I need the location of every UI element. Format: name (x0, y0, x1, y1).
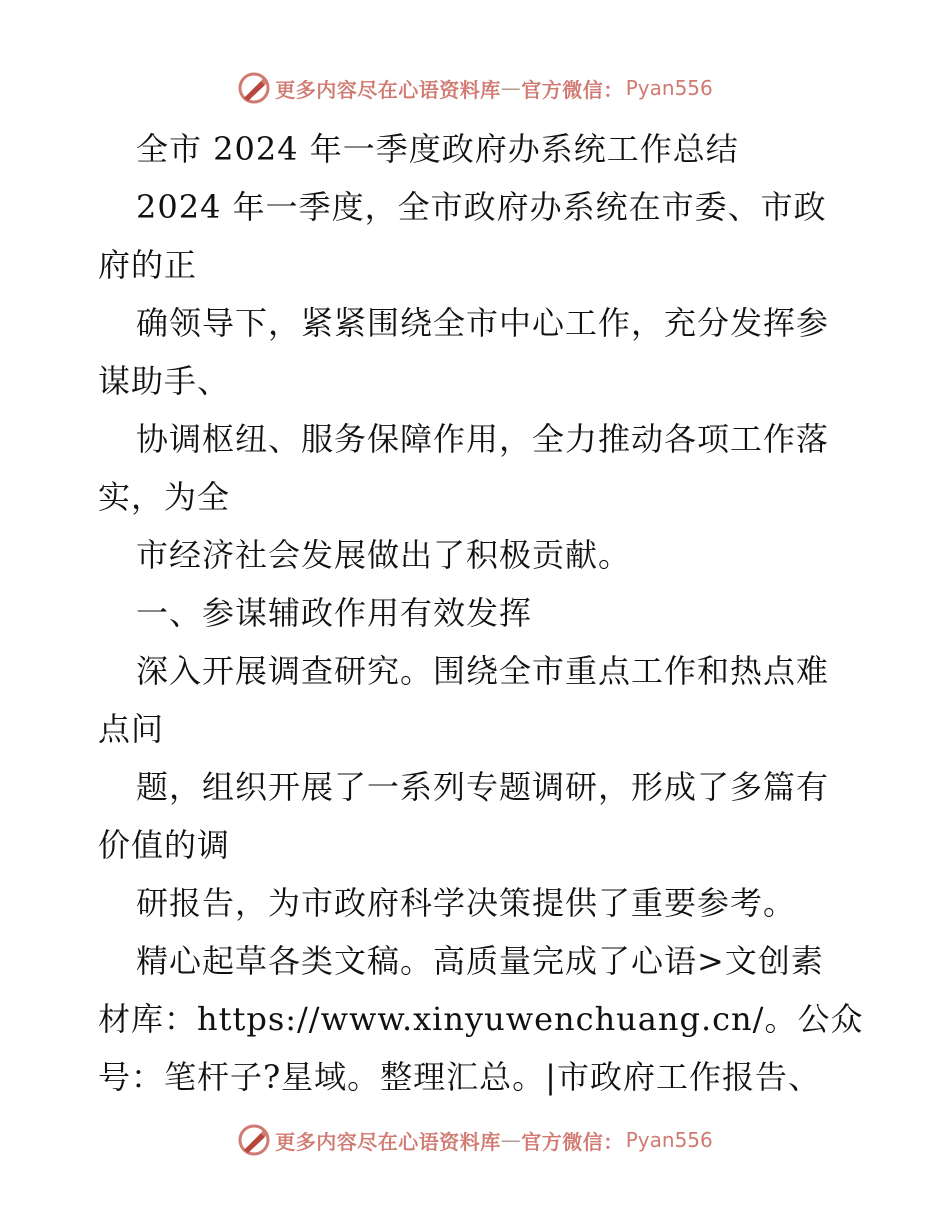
watermark-handle: Pyan556 (625, 1128, 713, 1152)
document-line: 深入开展调查研究。围绕全市重点工作和热点难 (136, 652, 830, 690)
document-line: 实，为全 (98, 478, 231, 516)
document-line: 号：笔杆子?星域。整理汇总。|市政府工作报告、 (98, 1058, 821, 1096)
document-line: 2024 年一季度，全市政府办系统在市委、市政 (136, 188, 827, 226)
watermark-separator: — (500, 76, 522, 100)
document-line: 全市 2024 年一季度政府办系统工作总结 (136, 130, 739, 168)
watermark-banner-top (0, 66, 950, 110)
document-line: 一、参谋辅政作用有效发挥 (136, 594, 533, 632)
document-line: 材库：https://www.xinyuwenchuang.cn/。公众 (98, 1000, 864, 1038)
document-line: 协调枢纽、服务保障作用，全力推动各项工作落 (136, 420, 830, 458)
watermark-suffix: 官方微信： (521, 1129, 624, 1154)
document-line: 府的正 (98, 246, 198, 284)
document-line: 确领导下，紧紧围绕全市中心工作，充分发挥参 (136, 304, 830, 342)
document-line: 精心起草各类文稿。高质量完成了心语>文创素 (136, 942, 824, 980)
watermark-main-text: 更多内容尽在心语资料库 (275, 77, 501, 102)
pen-logo-icon (237, 1123, 271, 1157)
watermark-handle: Pyan556 (625, 76, 713, 100)
document-line: 题，组织开展了一系列专题调研，形成了多篇有 (136, 768, 830, 806)
watermark-suffix: 官方微信： (521, 77, 624, 102)
document-line: 市经济社会发展做出了积极贡献。 (136, 536, 632, 574)
watermark-banner-bottom (0, 1118, 950, 1162)
watermark-main-text: 更多内容尽在心语资料库 (275, 1129, 501, 1154)
document-line: 谋助手、 (98, 362, 231, 400)
pen-logo-icon (237, 71, 271, 105)
watermark-separator: — (500, 1128, 522, 1152)
document-body (98, 120, 868, 1106)
document-line: 点问 (98, 710, 165, 748)
document-line: 价值的调 (98, 826, 231, 864)
document-line: 研报告，为市政府科学决策提供了重要参考。 (136, 884, 797, 922)
